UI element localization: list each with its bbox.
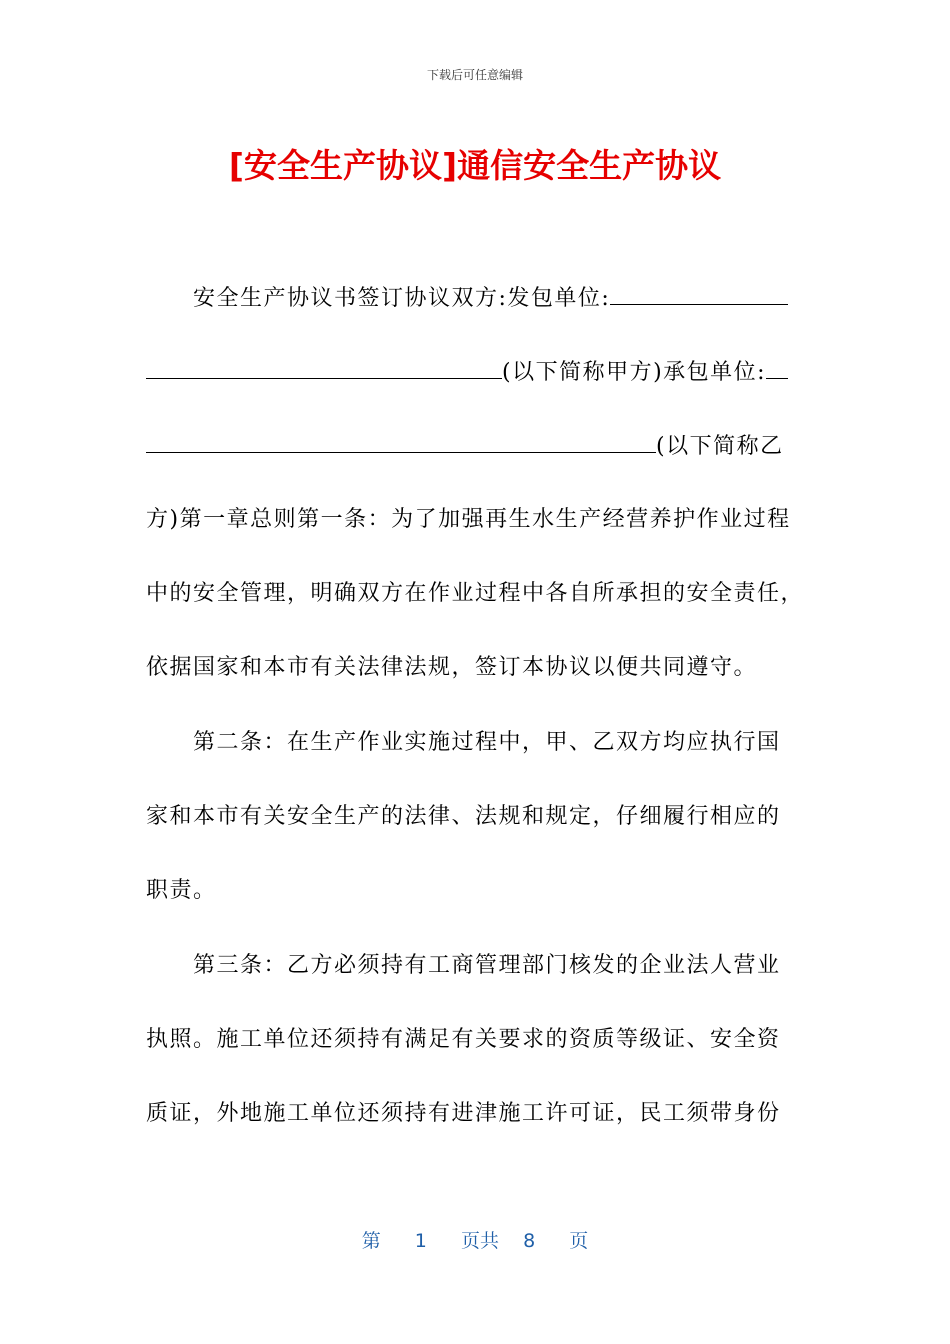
line-text: 安全生产协议书签订协议双方:发包单位: [193, 286, 611, 311]
footer-mid: 页共 [460, 1230, 499, 1252]
footer-prefix: 第 [361, 1230, 381, 1252]
blank-field-contractor [610, 282, 788, 305]
line-text: (以下简称乙 [656, 434, 784, 459]
paragraph-line: 职责。 [146, 878, 217, 903]
document-title: [安全生产协议]通信安全生产协议 [228, 146, 722, 185]
paragraph-line: 依据国家和本市有关法律法规，签订本协议以便共同遵守。 [146, 655, 758, 680]
footer-total-pages: 8 [523, 1230, 536, 1252]
paragraph-line [146, 356, 806, 388]
blank-field-contractor-cont [146, 356, 502, 379]
line-text: (以下简称甲方)承包单位: [502, 360, 767, 385]
footer-page-number: 1 [414, 1230, 427, 1252]
paragraph-line [146, 430, 806, 462]
paragraph-line: 家和本市有关安全生产的法律、法规和规定，仔细履行相应的 [146, 804, 781, 829]
paragraph-line: 质证，外地施工单位还须持有进津施工许可证，民工须带身份 [146, 1101, 781, 1126]
paragraph-line: 第三条：乙方必须持有工商管理部门核发的企业法人营业 [193, 953, 781, 978]
paragraph-line: 方)第一章总则第一条：为了加强再生水生产经营养护作业过程 [146, 507, 791, 532]
paragraph-line: 中的安全管理，明确双方在作业过程中各自所承担的安全责任， [146, 581, 805, 606]
paragraph-line: 执照。施工单位还须持有满足有关要求的资质等级证、安全资 [146, 1027, 781, 1052]
page-footer [0, 1226, 950, 1253]
paragraph-line: 第二条：在生产作业实施过程中，甲、乙双方均应执行国 [193, 730, 781, 755]
blank-field-subcontractor-cont [146, 430, 656, 453]
footer-suffix: 页 [569, 1230, 589, 1252]
header-note: 下载后可任意编辑 [426, 68, 523, 82]
blank-field-subcontractor [766, 356, 788, 379]
paragraph-line [193, 282, 806, 314]
